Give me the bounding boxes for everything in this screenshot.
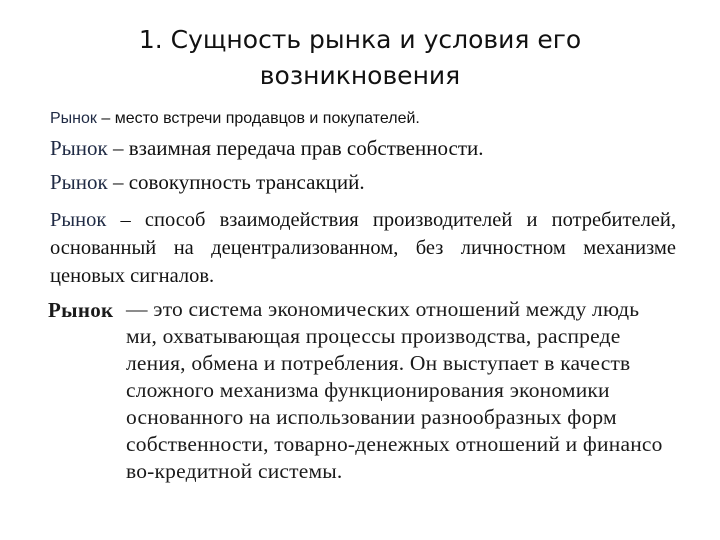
definition-text: – способ взаимодействия производителей и потребителей, основанный на децентрализованном, без личностном механизме ценовых сигналов. [50,209,676,287]
title-line-2: возникновения [259,61,461,90]
scanned-definition-term: Рынок [48,298,114,322]
scanned-definition-text [126,296,696,485]
scanned-line: ления, обмена и потребления. Он выступает в качеств [126,351,631,375]
scanned-definition-block [48,296,696,496]
definition-3 [50,170,365,195]
scanned-line: ми, охватывающая процессы производства, распреде [126,324,621,348]
scanned-line: во-кредитной системы. [126,459,343,483]
scanned-line: основанного на использовании разнообразных форм [126,405,617,429]
definition-term: Рынок [50,209,107,231]
definition-term: Рынок [50,110,97,127]
definition-text: – место встречи продавцов и покупателей. [96,110,420,127]
scanned-line: собственности, товарно-денежных отношений и финансо [126,432,663,456]
definition-term: Рынок [50,136,108,160]
page-title [0,22,720,94]
title-line-1: 1. Сущность рынка и условия его [138,25,582,54]
definition-1 [50,110,420,128]
scanned-line: — это система экономических отношений между людь [126,297,640,321]
definition-term: Рынок [50,170,108,194]
scanned-line: сложного механизма функционирования экономики [126,378,610,402]
definition-text: – взаимная передача прав собственности. [107,136,484,160]
definition-text: – совокупность трансакций. [107,170,365,194]
definition-4 [50,206,676,290]
definition-2 [50,136,484,161]
